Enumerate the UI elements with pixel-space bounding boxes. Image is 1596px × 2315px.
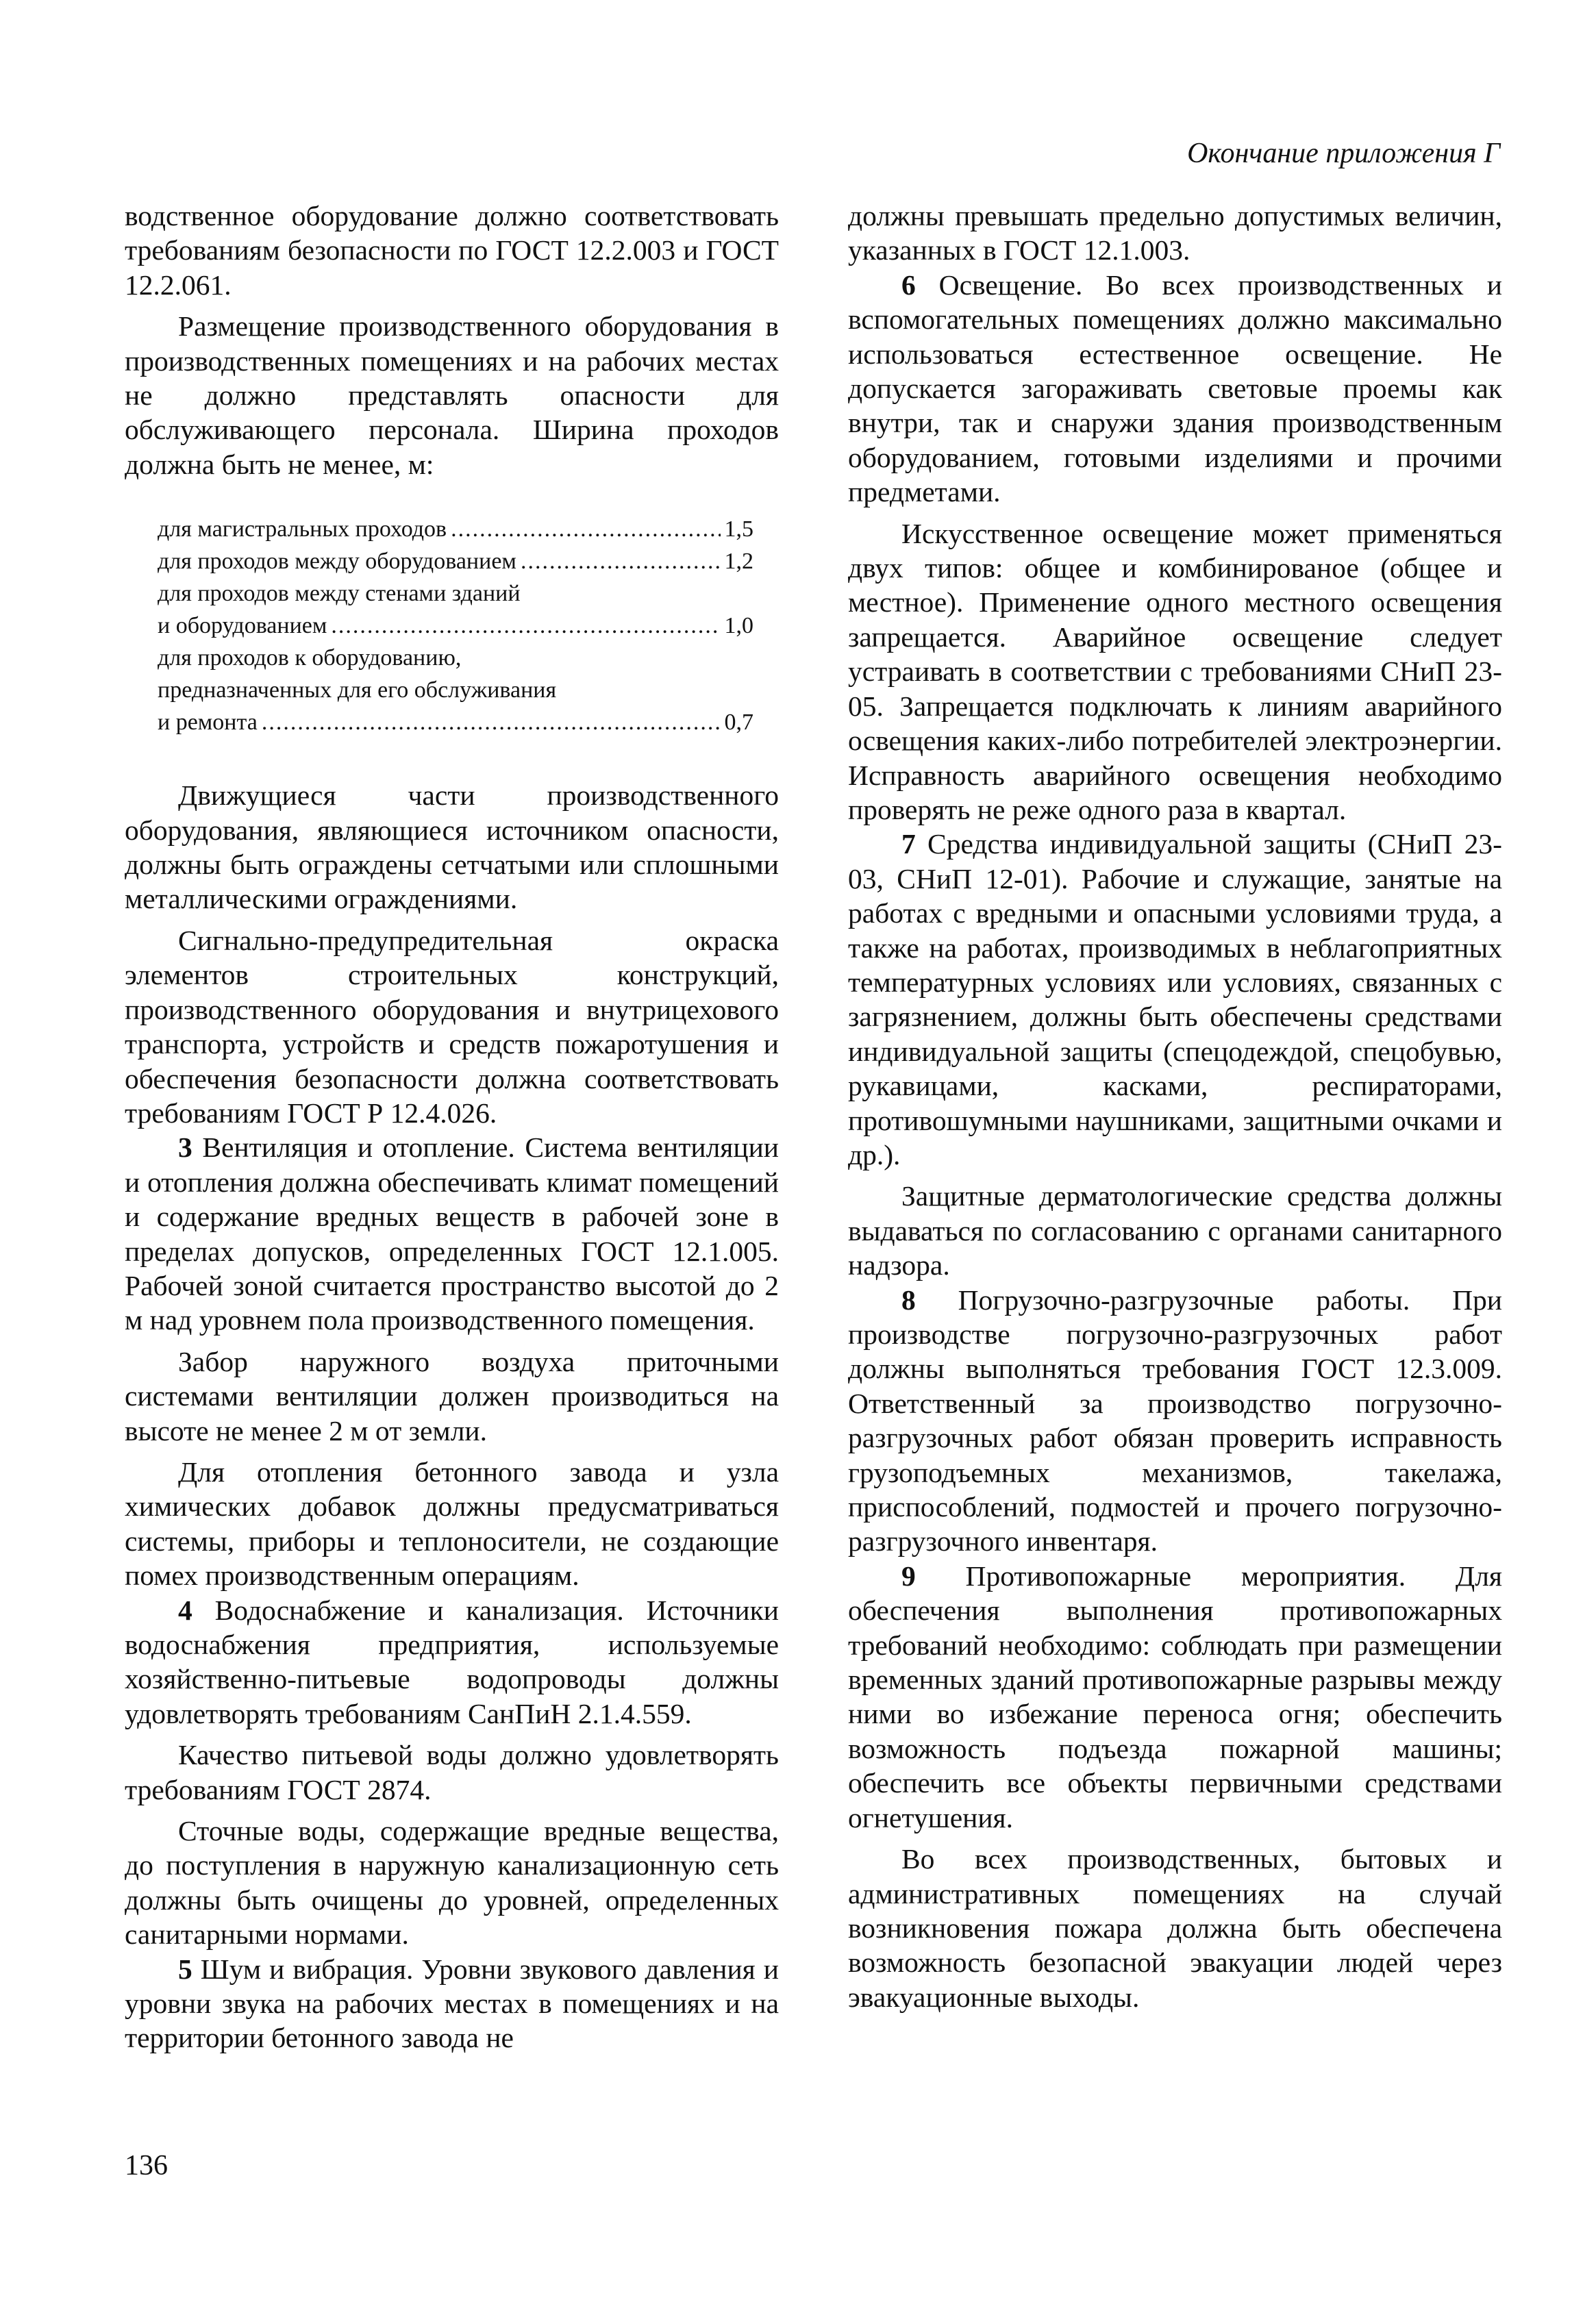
right-column — [848, 199, 1502, 2014]
paragraph-text: Вентиляция и отопление. Система вентиляции и отопления должна обеспечивать климат помещений и содержание вредных веществ в рабочей зоне в пределах допусков, определенных ГОСТ 12.1.005. Рабочей зоной считается пространство высотой до 2 м над уровнем пола производственного помещения. — [125, 1131, 779, 1336]
paragraph-text: Средства индивидуальной защиты (СНиП 23-03, СНиП 12-01). Рабочие и служащие, занятые на работах с вредными и опасными условиями труда, а также на работах, производимых в неблагоприятных температурных условиях или условиях, связанных с загрязнением, должны быть обеспечены средствами индивидуальной защиты (спецодеждой, спецобувью, рукавицами, касками, респираторами, противошумными наушниками, защитными очками и др.). — [848, 828, 1502, 1171]
paragraph: Качество питьевой воды должно удовлетворять требованиям ГОСТ 2874. — [125, 1739, 779, 1805]
list-item-value: 1,2 — [724, 549, 753, 575]
section-paragraph — [125, 1593, 779, 1731]
left-column — [125, 199, 779, 2055]
section-number: 4 — [178, 1594, 192, 1626]
paragraph: Сточные воды, содержащие вредные вещества, до поступления в наружную канализационную сеть должны быть очищены до уровней, определенных санитарными нормами. — [125, 1815, 779, 1951]
paragraph: водственное оборудование должно соответствовать требованиям безопасности по ГОСТ 12.2.003 и ГОСТ 12.2.061. — [125, 200, 779, 301]
list-item-label: и ремонта — [158, 710, 258, 736]
list-item-label: и оборудованием — [158, 613, 327, 639]
paragraph: Движущиеся части производственного оборудования, являющиеся источником опасности, должны быть ограждены сетчатыми или сплошными металлическими ограждениями. — [125, 779, 779, 915]
paragraph: Защитные дерматологические средства должны выдаваться по согласованию с органами санитарного надзора. — [848, 1180, 1502, 1281]
list-item-label: предназначенных для его обслуживания — [158, 677, 557, 703]
list-item — [158, 545, 753, 577]
section-paragraph — [848, 827, 1502, 1172]
list-item-label: для проходов к оборудованию, — [158, 645, 462, 671]
list-item — [158, 610, 753, 642]
section-number: 5 — [178, 1953, 192, 1985]
running-title: Окончание приложения Г — [1187, 138, 1500, 169]
list-item-label: для магистральных проходов — [158, 516, 447, 542]
paragraph: Размещение производственного оборудования в производственных помещениях и на рабочих местах не должно представлять опасности для обслуживающего персонала. Ширина проходов должна быть не менее, м: — [125, 310, 779, 480]
section-number: 3 — [178, 1131, 192, 1164]
leader-dots — [262, 706, 721, 738]
section-number: 8 — [901, 1284, 916, 1316]
list-item — [158, 706, 753, 738]
list-item-value: 1,5 — [724, 516, 753, 542]
leader-dots — [521, 545, 721, 577]
passage-width-list — [158, 513, 753, 738]
section-paragraph — [848, 1559, 1502, 1835]
section-paragraph — [848, 268, 1502, 510]
list-item — [158, 513, 753, 545]
section-number: 6 — [901, 268, 916, 301]
paragraph-text: Противопожарные мероприятия. Для обеспечения выполнения противопожарных требований необходимо: соблюдать при размещении временных зданий противопожарные разрывы между ними во избежание переноса огня; обеспечить возможность подъезда пожарной машины; обеспечить все объекты первичными средствами огнетушения. — [848, 1560, 1502, 1834]
section-number: 9 — [901, 1560, 916, 1592]
section-paragraph — [125, 1952, 779, 2055]
leader-dots — [331, 610, 720, 642]
paragraph: Сигнально-предупредительная окраска элементов строительных конструкций, производственного оборудования и внутрицехового транспорта, устройств и средств пожаротушения и обеспечения безопасности должна соответствовать требованиям ГОСТ Р 12.4.026. — [125, 924, 779, 1129]
leader-dots — [451, 513, 720, 545]
paragraph: Забор наружного воздуха приточными системами вентиляции должен производиться на высоте не менее 2 м от земли. — [125, 1345, 779, 1447]
list-item-label: для проходов между оборудованием — [158, 549, 516, 575]
paragraph-text: Погрузочно-разгрузочные работы. При производстве погрузочно-разгрузочных работ должны выполняться требования ГОСТ 12.3.009. Ответственный за производство погрузочно-разгрузочных работ обязан проверить исправность грузоподъемных механизмов, такелажа, приспособлений, подмостей и прочего погрузочно-разгрузочного инвентаря. — [848, 1284, 1502, 1557]
paragraph-text: Водоснабжение и канализация. Источники водоснабжения предприятия, используемые хозяйственно-питьевые водопроводы должны удовлетворять требованиям СанПиН 2.1.4.559. — [125, 1594, 779, 1729]
section-paragraph — [848, 1283, 1502, 1559]
section-number: 7 — [901, 828, 916, 860]
paragraph-text: Шум и вибрация. Уровни звукового давления и уровни звука на рабочих местах в помещениях и на территории бетонного завода не — [125, 1953, 779, 2054]
list-item-label: для проходов между стенами зданий — [158, 581, 521, 607]
paragraph: Для отопления бетонного завода и узла химических добавок должны предусматриваться системы, приборы и теплоносители, не создающие помех производственным операциям. — [125, 1455, 779, 1592]
section-paragraph — [125, 1130, 779, 1337]
list-item-value: 1,0 — [724, 613, 753, 639]
paragraph-text: Освещение. Во всех производственных и вспомогательных помещениях должно максимально использоваться естественное освещение. Не допускается загораживать световые проемы как внутри, так и снаружи здания производственным оборудованием, готовыми изделиями и прочими предметами. — [848, 268, 1502, 508]
paragraph: Искусственное освещение может применяться двух типов: общее и комбинированое (общее и местное). Применение одного местного освещения запрещается. Аварийное освещение следует устраивать в соответствии с требованиями СНиП 23-05. Запрещается подключать к линиям аварийного освещения каких-либо потребителей электроэнергии. Исправность аварийного освещения необходимо проверять не реже одного раза в квартал. — [848, 517, 1502, 825]
list-item-value: 0,7 — [724, 710, 753, 736]
paragraph: должны превышать предельно допустимых величин, указанных в ГОСТ 12.1.003. — [848, 200, 1502, 266]
page-number: 136 — [125, 2150, 168, 2181]
paragraph: Во всех производственных, бытовых и административных помещениях на случай возникновения пожара должна быть обеспечена возможность безопасной эвакуации людей через эвакуационные выходы. — [848, 1843, 1502, 2013]
